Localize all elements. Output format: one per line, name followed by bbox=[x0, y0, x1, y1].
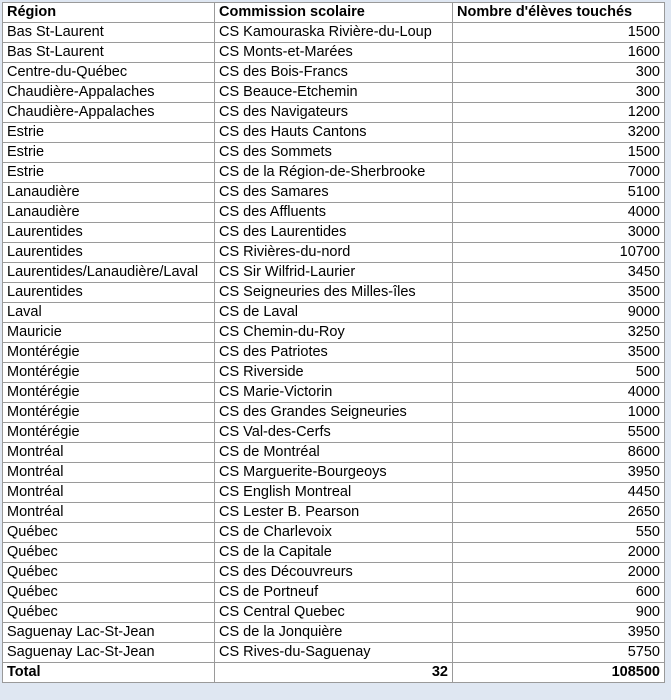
students-cell: 1000 bbox=[453, 403, 665, 423]
students-cell: 8600 bbox=[453, 443, 665, 463]
region-cell: Montréal bbox=[3, 443, 215, 463]
table-row bbox=[3, 523, 665, 543]
table-row bbox=[3, 323, 665, 343]
students-cell: 3000 bbox=[453, 223, 665, 243]
commission-cell: CS de la Capitale bbox=[215, 543, 453, 563]
table-row bbox=[3, 563, 665, 583]
commission-cell: CS Chemin-du-Roy bbox=[215, 323, 453, 343]
table-row bbox=[3, 123, 665, 143]
table-row bbox=[3, 43, 665, 63]
table-row bbox=[3, 363, 665, 383]
table-row bbox=[3, 223, 665, 243]
region-cell: Mauricie bbox=[3, 323, 215, 343]
table-row bbox=[3, 403, 665, 423]
table-row bbox=[3, 543, 665, 563]
commission-cell: CS Val-des-Cerfs bbox=[215, 423, 453, 443]
students-cell: 10700 bbox=[453, 243, 665, 263]
commission-cell: CS Rives-du-Saguenay bbox=[215, 643, 453, 663]
region-cell: Québec bbox=[3, 523, 215, 543]
table-row bbox=[3, 83, 665, 103]
commission-cell: CS des Laurentides bbox=[215, 223, 453, 243]
region-cell: Bas St-Laurent bbox=[3, 43, 215, 63]
region-cell: Centre-du-Québec bbox=[3, 63, 215, 83]
students-cell: 3950 bbox=[453, 463, 665, 483]
table-row bbox=[3, 623, 665, 643]
students-cell: 2650 bbox=[453, 503, 665, 523]
commission-cell: CS Marie-Victorin bbox=[215, 383, 453, 403]
students-cell: 9000 bbox=[453, 303, 665, 323]
region-cell: Saguenay Lac-St-Jean bbox=[3, 643, 215, 663]
commission-cell: CS Kamouraska Rivière-du-Loup bbox=[215, 23, 453, 43]
commission-cell: CS des Sommets bbox=[215, 143, 453, 163]
table-row bbox=[3, 603, 665, 623]
commission-cell: CS de Portneuf bbox=[215, 583, 453, 603]
commission-cell: CS des Bois-Francs bbox=[215, 63, 453, 83]
region-cell: Chaudière-Appalaches bbox=[3, 83, 215, 103]
data-table bbox=[2, 2, 665, 683]
students-cell: 3450 bbox=[453, 263, 665, 283]
spreadsheet bbox=[2, 2, 667, 696]
commission-cell: CS de la Région-de-Sherbrooke bbox=[215, 163, 453, 183]
students-cell: 4000 bbox=[453, 383, 665, 403]
students-cell: 3250 bbox=[453, 323, 665, 343]
region-cell: Québec bbox=[3, 543, 215, 563]
students-cell: 5100 bbox=[453, 183, 665, 203]
commission-cell: CS Beauce-Etchemin bbox=[215, 83, 453, 103]
commission-cell: CS des Découvreurs bbox=[215, 563, 453, 583]
total-sum: 108500 bbox=[453, 663, 665, 683]
table-row bbox=[3, 303, 665, 323]
header-region: Région bbox=[3, 3, 215, 23]
table-row bbox=[3, 63, 665, 83]
region-cell: Lanaudière bbox=[3, 203, 215, 223]
table-row bbox=[3, 263, 665, 283]
students-cell: 3500 bbox=[453, 343, 665, 363]
region-cell: Estrie bbox=[3, 123, 215, 143]
students-cell: 600 bbox=[453, 583, 665, 603]
commission-cell: CS English Montreal bbox=[215, 483, 453, 503]
region-cell: Montérégie bbox=[3, 423, 215, 443]
students-cell: 500 bbox=[453, 363, 665, 383]
students-cell: 7000 bbox=[453, 163, 665, 183]
region-cell: Québec bbox=[3, 563, 215, 583]
students-cell: 2000 bbox=[453, 563, 665, 583]
commission-cell: CS de Charlevoix bbox=[215, 523, 453, 543]
table-row bbox=[3, 383, 665, 403]
commission-cell: CS des Navigateurs bbox=[215, 103, 453, 123]
header-commission: Commission scolaire bbox=[215, 3, 453, 23]
commission-cell: CS des Grandes Seigneuries bbox=[215, 403, 453, 423]
table-row bbox=[3, 643, 665, 663]
commission-cell: CS des Affluents bbox=[215, 203, 453, 223]
commission-cell: CS Central Quebec bbox=[215, 603, 453, 623]
region-cell: Montérégie bbox=[3, 403, 215, 423]
table-row bbox=[3, 183, 665, 203]
region-cell: Laurentides bbox=[3, 223, 215, 243]
students-cell: 1600 bbox=[453, 43, 665, 63]
total-label: Total bbox=[3, 663, 215, 683]
students-cell: 3950 bbox=[453, 623, 665, 643]
table-row bbox=[3, 203, 665, 223]
region-cell: Chaudière-Appalaches bbox=[3, 103, 215, 123]
region-cell: Montérégie bbox=[3, 383, 215, 403]
students-cell: 1500 bbox=[453, 23, 665, 43]
table-body bbox=[3, 23, 665, 663]
header-row bbox=[3, 3, 665, 23]
region-cell: Laval bbox=[3, 303, 215, 323]
table-row bbox=[3, 483, 665, 503]
table-row bbox=[3, 23, 665, 43]
students-cell: 1500 bbox=[453, 143, 665, 163]
region-cell: Laurentides bbox=[3, 283, 215, 303]
commission-cell: CS Marguerite-Bourgeoys bbox=[215, 463, 453, 483]
table-row bbox=[3, 463, 665, 483]
students-cell: 300 bbox=[453, 83, 665, 103]
commission-cell: CS de la Jonquière bbox=[215, 623, 453, 643]
table-row bbox=[3, 503, 665, 523]
students-cell: 3500 bbox=[453, 283, 665, 303]
students-cell: 5500 bbox=[453, 423, 665, 443]
students-cell: 4450 bbox=[453, 483, 665, 503]
region-cell: Montréal bbox=[3, 483, 215, 503]
students-cell: 300 bbox=[453, 63, 665, 83]
region-cell: Montérégie bbox=[3, 343, 215, 363]
commission-cell: CS Lester B. Pearson bbox=[215, 503, 453, 523]
students-cell: 1200 bbox=[453, 103, 665, 123]
students-cell: 4000 bbox=[453, 203, 665, 223]
region-cell: Montérégie bbox=[3, 363, 215, 383]
region-cell: Montréal bbox=[3, 463, 215, 483]
students-cell: 2000 bbox=[453, 543, 665, 563]
region-cell: Bas St-Laurent bbox=[3, 23, 215, 43]
commission-cell: CS des Hauts Cantons bbox=[215, 123, 453, 143]
students-cell: 5750 bbox=[453, 643, 665, 663]
commission-cell: CS Seigneuries des Milles-îles bbox=[215, 283, 453, 303]
total-row bbox=[3, 663, 665, 683]
table-row bbox=[3, 343, 665, 363]
region-cell: Laurentides/Lanaudière/Laval bbox=[3, 263, 215, 283]
table-row bbox=[3, 163, 665, 183]
region-cell: Saguenay Lac-St-Jean bbox=[3, 623, 215, 643]
commission-cell: CS Riverside bbox=[215, 363, 453, 383]
table-row bbox=[3, 283, 665, 303]
commission-cell: CS des Samares bbox=[215, 183, 453, 203]
region-cell: Laurentides bbox=[3, 243, 215, 263]
commission-cell: CS de Montréal bbox=[215, 443, 453, 463]
region-cell: Estrie bbox=[3, 163, 215, 183]
table-row bbox=[3, 583, 665, 603]
students-cell: 3200 bbox=[453, 123, 665, 143]
header-students: Nombre d'élèves touchés bbox=[453, 3, 665, 23]
students-cell: 900 bbox=[453, 603, 665, 623]
commission-cell: CS Rivières-du-nord bbox=[215, 243, 453, 263]
table-row bbox=[3, 143, 665, 163]
table-row bbox=[3, 103, 665, 123]
region-cell: Québec bbox=[3, 603, 215, 623]
region-cell: Montréal bbox=[3, 503, 215, 523]
commission-cell: CS des Patriotes bbox=[215, 343, 453, 363]
table-row bbox=[3, 443, 665, 463]
region-cell: Estrie bbox=[3, 143, 215, 163]
commission-cell: CS Monts-et-Marées bbox=[215, 43, 453, 63]
table-row bbox=[3, 243, 665, 263]
region-cell: Lanaudière bbox=[3, 183, 215, 203]
commission-cell: CS Sir Wilfrid-Laurier bbox=[215, 263, 453, 283]
students-cell: 550 bbox=[453, 523, 665, 543]
total-count: 32 bbox=[215, 663, 453, 683]
commission-cell: CS de Laval bbox=[215, 303, 453, 323]
region-cell: Québec bbox=[3, 583, 215, 603]
table-row bbox=[3, 423, 665, 443]
